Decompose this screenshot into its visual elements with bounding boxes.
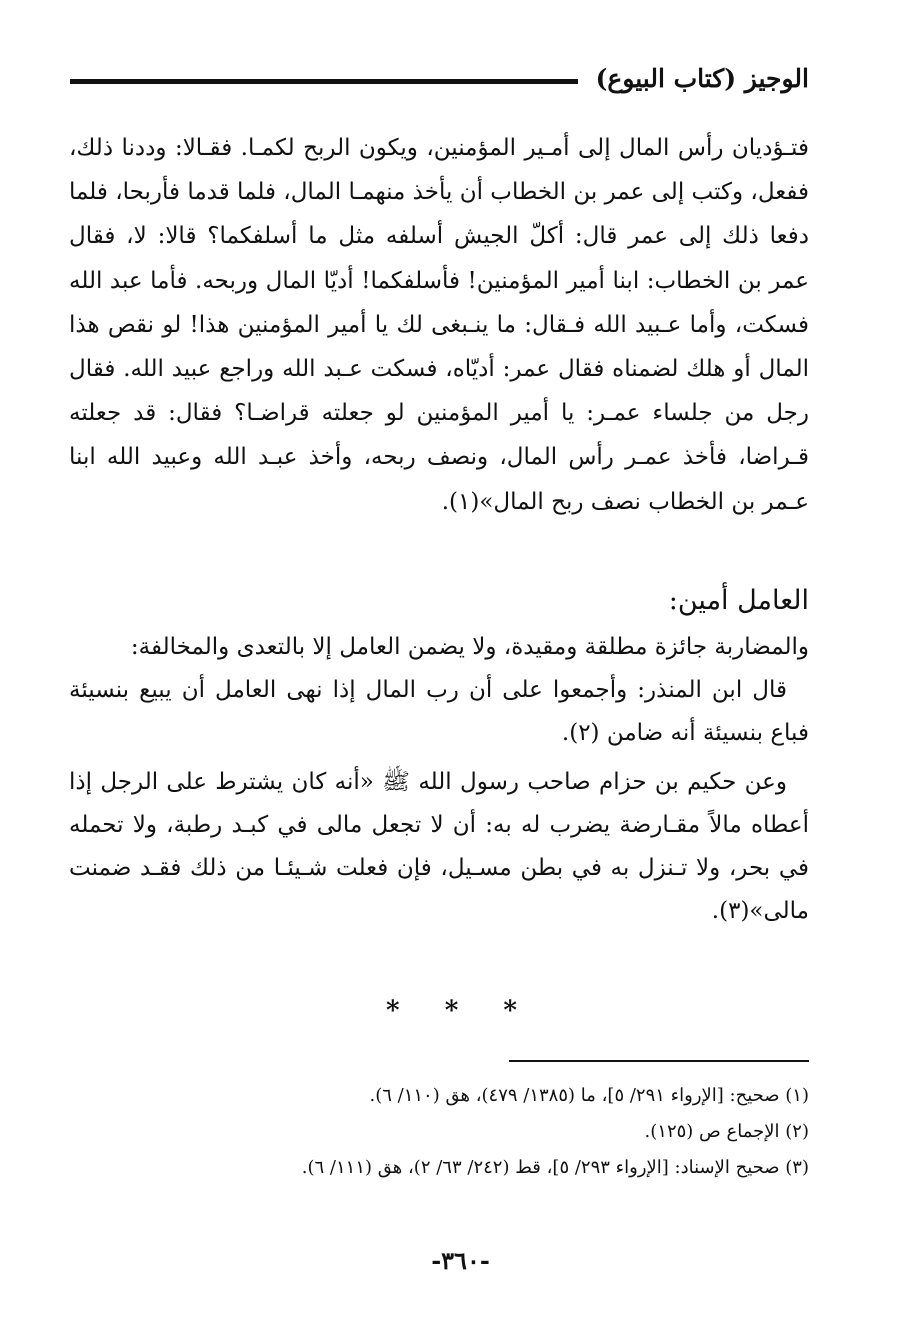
section-paragraph-1: والمضاربة جائزة مطلقة ومقيدة، ولا يضمن العامل إلا بالتعدى والمخالفة: — [130, 634, 809, 660]
footnotes — [69, 1078, 809, 1186]
running-title: الوجيز (كتاب البيوع) — [595, 63, 809, 93]
header-rule — [70, 79, 578, 84]
main-paragraph: فتـؤديان رأس المال إلى أمـير المؤمنين، ويكون الربح لكمـا. فقـالا: وددنا ذلك، ففعل، وكتب إلى عمر بن الخطاب أن يأخذ منهمـا المال، فلما قدما فأربحا، فلما دفعا ذلك إلى عمر قال: أكلّ الجيش أسلفه مثل ما أسلفكما؟ قالا: لا، فقال عمر بن الخطاب: ابنا أمير المؤمنين! فأسلفكما! أديّا المال وربحه. فأما عبد الله فسكت، وأما عـبيد الله فـقال: ما ينـبغى لك يا أمير المؤمنين هذا! لو نقص هذا المال أو هلك لضمناه فقال عمر: أديّاه، فسكت عـبد الله وراجع عبيد الله. فقال رجل من جلساء عمـر: يا أمير المؤمنين لو جعلته قراضـا؟ فقال: قد جعلته قـراضا، فأخذ عمـر رأس المال، ونصف ربحه، وأخذ عبـد الله وعبيد الله ابنا عـمر بن الخطاب نصف ربح المال»(١). — [69, 135, 809, 515]
footnote-3: (٣) صحيح الإسناد: [الإرواء ٢٩٣/ ٥]، قط (٢٤٢/ ٦٣/ ٢)، هق (١١١/ ٦). — [301, 1157, 809, 1178]
footnote-1: (١) صحيح: [الإرواء ٢٩١/ ٥]، ما (١٣٨٥/ ٤٧٩)، هق (١١٠/ ٦). — [369, 1085, 809, 1106]
star-separator: * * * — [386, 996, 535, 1026]
section-paragraph-2: قال ابن المنذر: وأجمعوا على أن رب المال إذا نهى العامل أن يبيع بنسيئة فباع بنسيئة أنه ضامن (٢). — [69, 677, 809, 746]
section-body — [69, 626, 809, 933]
section-heading: العامل أمين: — [668, 585, 809, 616]
main-text-block — [69, 126, 809, 524]
footnote-2: (٢) الإجماع ص (١٢٥). — [644, 1121, 809, 1142]
section-paragraph-3: وعن حكيم بن حزام صاحب رسول الله ﷺ «أنه كان يشترط على الرجل إذا أعطاه مالاً مقـارضة يضرب له به: أن لا تجعل مالى في كبـد رطبة، ولا تحمله في بحر، ولا تـنزل به في بطن مسـيل، فإن فعلت شـيئـا من ذلك فقـد ضمنت مالى»(٣). — [69, 769, 809, 924]
running-header — [70, 58, 809, 98]
page-number: -٣٦٠- — [431, 1246, 490, 1275]
footnote-rule — [509, 1060, 809, 1062]
